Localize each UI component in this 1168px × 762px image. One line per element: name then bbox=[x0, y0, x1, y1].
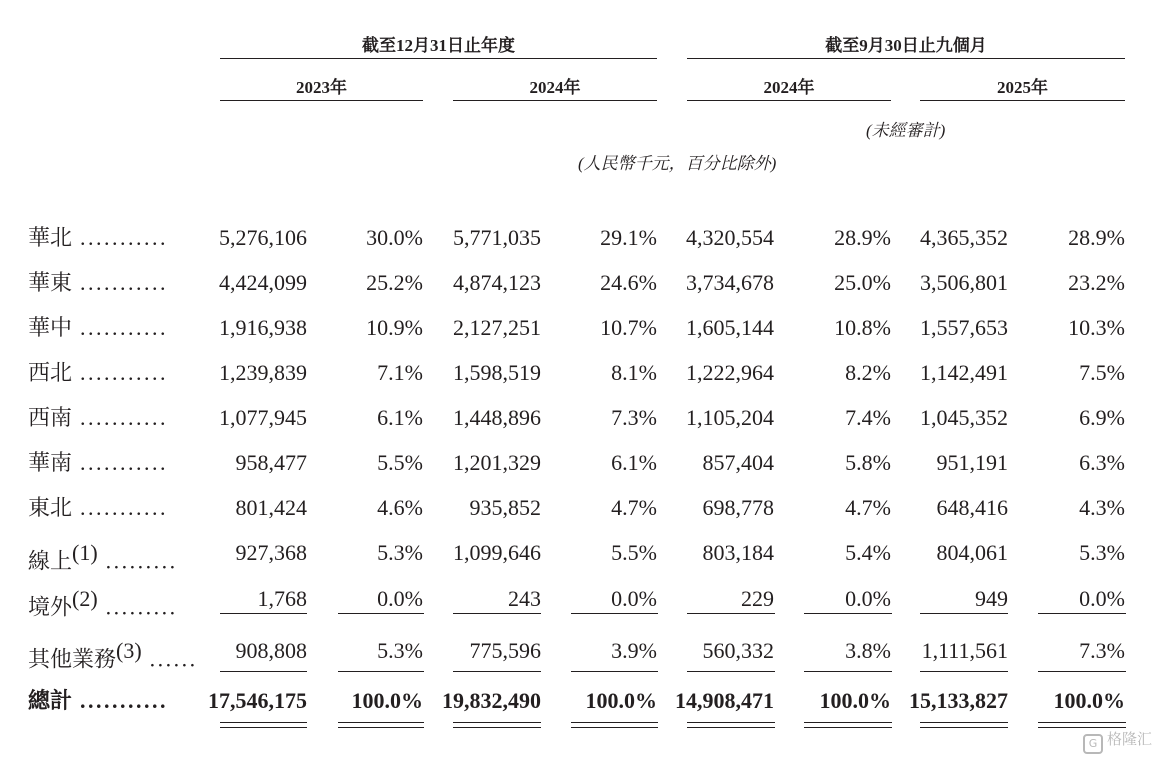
amount-cell: 1,605,144 bbox=[686, 315, 774, 340]
leader-dots: ......... bbox=[97, 594, 178, 620]
group-title-annual: 截至12月31日止年度 bbox=[362, 36, 515, 55]
cell-rule bbox=[220, 722, 307, 723]
amount-cell: 1,142,491 bbox=[920, 360, 1008, 385]
percent-cell: 3.8% bbox=[845, 638, 891, 663]
amount-cell: 949 bbox=[975, 586, 1008, 611]
percent-cell: 23.2% bbox=[1068, 270, 1125, 295]
row-label bbox=[28, 223, 168, 253]
percent-cell: 0.0% bbox=[611, 586, 657, 611]
row-label bbox=[28, 493, 168, 523]
amount-cell: 1,916,938 bbox=[219, 315, 307, 340]
cell-rule bbox=[338, 727, 424, 728]
year-rule bbox=[687, 100, 891, 101]
percent-cell: 7.4% bbox=[845, 405, 891, 430]
table-row bbox=[0, 403, 1168, 433]
table-row bbox=[0, 538, 1168, 574]
row-label bbox=[28, 636, 198, 674]
cell-rule bbox=[453, 671, 541, 672]
cell-rule bbox=[220, 671, 307, 672]
cell-rule bbox=[687, 613, 775, 614]
table-row bbox=[0, 223, 1168, 253]
table-row bbox=[0, 584, 1168, 620]
amount-cell: 3,506,801 bbox=[920, 270, 1008, 295]
cell-rule bbox=[571, 727, 658, 728]
leader-dots: ...... bbox=[141, 646, 198, 672]
amount-cell: 1,201,329 bbox=[453, 450, 541, 475]
percent-cell: 6.1% bbox=[611, 450, 657, 475]
cell-rule bbox=[338, 613, 424, 614]
year-header: 2025年 bbox=[997, 78, 1048, 97]
table-row bbox=[0, 268, 1168, 298]
leader-dots: ........... bbox=[72, 315, 169, 340]
percent-cell: 3.9% bbox=[611, 638, 657, 663]
leader-dots: ........... bbox=[72, 405, 169, 430]
amount-cell: 4,874,123 bbox=[453, 270, 541, 295]
row-label-text: 華北 bbox=[28, 225, 73, 250]
percent-cell: 6.1% bbox=[377, 405, 423, 430]
amount-cell: 1,099,646 bbox=[453, 540, 541, 565]
leader-dots: ........... bbox=[72, 450, 169, 475]
row-label bbox=[28, 313, 168, 343]
percent-cell: 10.8% bbox=[834, 315, 891, 340]
percent-cell: 5.8% bbox=[845, 450, 891, 475]
percent-cell: 4.7% bbox=[611, 495, 657, 520]
percent-cell: 4.7% bbox=[845, 495, 891, 520]
cell-rule bbox=[920, 613, 1008, 614]
cell-rule bbox=[804, 613, 892, 614]
percent-cell: 25.2% bbox=[366, 270, 423, 295]
amount-cell: 15,133,827 bbox=[909, 688, 1008, 713]
amount-cell: 4,320,554 bbox=[686, 225, 774, 250]
amount-cell: 927,368 bbox=[235, 540, 307, 565]
year-header: 2024年 bbox=[529, 78, 581, 97]
row-label-text: 總計 bbox=[28, 688, 73, 713]
percent-cell: 7.1% bbox=[377, 360, 423, 385]
percent-cell: 10.9% bbox=[366, 315, 423, 340]
row-label-text: 線上 bbox=[28, 548, 73, 574]
row-label-text: 華東 bbox=[28, 270, 73, 295]
percent-cell: 5.3% bbox=[377, 638, 423, 663]
group-rule-nine-months bbox=[687, 58, 1125, 59]
cell-rule bbox=[338, 671, 424, 672]
year-rule bbox=[220, 100, 423, 101]
year-rule bbox=[453, 100, 657, 101]
percent-cell: 8.1% bbox=[611, 360, 657, 385]
amount-cell: 229 bbox=[741, 586, 774, 611]
table-row bbox=[0, 358, 1168, 388]
row-label-text: 西北 bbox=[28, 360, 73, 385]
cell-rule bbox=[687, 727, 775, 728]
amount-cell: 14,908,471 bbox=[675, 688, 774, 713]
percent-cell: 5.5% bbox=[611, 540, 657, 565]
leader-dots: ........... bbox=[72, 688, 169, 713]
row-label-text: 華南 bbox=[28, 450, 73, 475]
cell-rule bbox=[687, 671, 775, 672]
row-label-text: 其他業務 bbox=[28, 646, 117, 672]
amount-cell: 1,598,519 bbox=[453, 360, 541, 385]
footnote-marker: (1) bbox=[72, 540, 98, 565]
amount-cell: 1,557,653 bbox=[920, 315, 1008, 340]
percent-cell: 100.0% bbox=[585, 688, 657, 713]
percent-cell: 100.0% bbox=[351, 688, 423, 713]
amount-cell: 1,239,839 bbox=[219, 360, 307, 385]
percent-cell: 29.1% bbox=[600, 225, 657, 250]
year-header: 2023年 bbox=[296, 78, 347, 97]
cell-rule bbox=[804, 671, 892, 672]
amount-cell: 958,477 bbox=[235, 450, 307, 475]
cell-rule bbox=[804, 727, 892, 728]
amount-cell: 5,771,035 bbox=[453, 225, 541, 250]
amount-cell: 908,808 bbox=[235, 638, 307, 663]
percent-cell: 28.9% bbox=[834, 225, 891, 250]
unaudited-note: (未經審計) bbox=[866, 121, 946, 140]
cell-rule bbox=[920, 727, 1008, 728]
cell-rule bbox=[687, 722, 775, 723]
percent-cell: 7.5% bbox=[1079, 360, 1125, 385]
percent-cell: 6.9% bbox=[1079, 405, 1125, 430]
year-header: 2024年 bbox=[763, 78, 815, 97]
amount-cell: 243 bbox=[508, 586, 541, 611]
row-label bbox=[28, 403, 168, 433]
year-rule bbox=[920, 100, 1125, 101]
amount-cell: 5,276,106 bbox=[219, 225, 307, 250]
table-row bbox=[0, 448, 1168, 478]
leader-dots: ........... bbox=[72, 495, 169, 520]
leader-dots: ........... bbox=[72, 360, 169, 385]
percent-cell: 7.3% bbox=[1079, 638, 1125, 663]
row-label bbox=[28, 538, 178, 576]
amount-cell: 1,077,945 bbox=[219, 405, 307, 430]
table-row bbox=[0, 493, 1168, 523]
unit-note: (人民幣千元，百分比除外) bbox=[578, 154, 777, 173]
row-label bbox=[28, 584, 178, 622]
amount-cell: 1,105,204 bbox=[686, 405, 774, 430]
percent-cell: 7.3% bbox=[611, 405, 657, 430]
row-label bbox=[28, 268, 168, 298]
percent-cell: 25.0% bbox=[834, 270, 891, 295]
footnote-marker: (2) bbox=[72, 586, 98, 611]
cell-rule bbox=[220, 613, 307, 614]
amount-cell: 1,111,561 bbox=[921, 638, 1008, 663]
percent-cell: 5.3% bbox=[377, 540, 423, 565]
leader-dots: ........... bbox=[72, 270, 169, 295]
row-label-text: 華中 bbox=[28, 315, 73, 340]
row-label-text: 東北 bbox=[28, 495, 73, 520]
amount-cell: 935,852 bbox=[469, 495, 541, 520]
percent-cell: 10.7% bbox=[600, 315, 657, 340]
leader-dots: ......... bbox=[97, 548, 178, 574]
watermark bbox=[1083, 728, 1152, 754]
cell-rule bbox=[338, 722, 424, 723]
percent-cell: 6.3% bbox=[1079, 450, 1125, 475]
percent-cell: 0.0% bbox=[845, 586, 891, 611]
amount-cell: 698,778 bbox=[702, 495, 774, 520]
percent-cell: 100.0% bbox=[819, 688, 891, 713]
group-rule-annual bbox=[220, 58, 657, 59]
percent-cell: 5.5% bbox=[377, 450, 423, 475]
percent-cell: 0.0% bbox=[1079, 586, 1125, 611]
group-title-nine-months: 截至9月30日止九個月 bbox=[825, 36, 987, 55]
amount-cell: 775,596 bbox=[469, 638, 541, 663]
percent-cell: 28.9% bbox=[1068, 225, 1125, 250]
amount-cell: 648,416 bbox=[936, 495, 1008, 520]
amount-cell: 4,365,352 bbox=[920, 225, 1008, 250]
amount-cell: 3,734,678 bbox=[686, 270, 774, 295]
leader-dots: ........... bbox=[72, 225, 169, 250]
amount-cell: 857,404 bbox=[702, 450, 774, 475]
cell-rule bbox=[1038, 722, 1126, 723]
amount-cell: 19,832,490 bbox=[442, 688, 541, 713]
total-row bbox=[0, 686, 1168, 716]
cell-rule bbox=[453, 727, 541, 728]
percent-cell: 4.3% bbox=[1079, 495, 1125, 520]
percent-cell: 100.0% bbox=[1053, 688, 1125, 713]
cell-rule bbox=[453, 613, 541, 614]
footnote-marker: (3) bbox=[116, 638, 142, 663]
amount-cell: 1,045,352 bbox=[920, 405, 1008, 430]
percent-cell: 8.2% bbox=[845, 360, 891, 385]
row-label-text: 境外 bbox=[28, 594, 73, 620]
cell-rule bbox=[571, 722, 658, 723]
row-label bbox=[28, 686, 168, 716]
row-label bbox=[28, 358, 168, 388]
cell-rule bbox=[220, 727, 307, 728]
table-row bbox=[0, 313, 1168, 343]
amount-cell: 951,191 bbox=[936, 450, 1008, 475]
amount-cell: 4,424,099 bbox=[219, 270, 307, 295]
percent-cell: 4.6% bbox=[377, 495, 423, 520]
percent-cell: 5.4% bbox=[845, 540, 891, 565]
cell-rule bbox=[571, 671, 658, 672]
row-label-text: 西南 bbox=[28, 405, 73, 430]
cell-rule bbox=[453, 722, 541, 723]
cell-rule bbox=[920, 671, 1008, 672]
amount-cell: 1,768 bbox=[257, 586, 307, 611]
percent-cell: 10.3% bbox=[1068, 315, 1125, 340]
watermark-logo-icon: G bbox=[1083, 734, 1103, 754]
percent-cell: 0.0% bbox=[377, 586, 423, 611]
cell-rule bbox=[804, 722, 892, 723]
amount-cell: 1,448,896 bbox=[453, 405, 541, 430]
amount-cell: 801,424 bbox=[235, 495, 307, 520]
percent-cell: 24.6% bbox=[600, 270, 657, 295]
cell-rule bbox=[1038, 671, 1126, 672]
percent-cell: 5.3% bbox=[1079, 540, 1125, 565]
cell-rule bbox=[920, 722, 1008, 723]
watermark-text: 格隆汇 bbox=[1106, 730, 1152, 748]
amount-cell: 803,184 bbox=[702, 540, 774, 565]
percent-cell: 30.0% bbox=[366, 225, 423, 250]
row-label bbox=[28, 448, 168, 478]
amount-cell: 1,222,964 bbox=[686, 360, 774, 385]
table-row bbox=[0, 636, 1168, 672]
cell-rule bbox=[1038, 613, 1126, 614]
amount-cell: 17,546,175 bbox=[208, 688, 307, 713]
amount-cell: 2,127,251 bbox=[453, 315, 541, 340]
cell-rule bbox=[571, 613, 658, 614]
amount-cell: 560,332 bbox=[702, 638, 774, 663]
amount-cell: 804,061 bbox=[936, 540, 1008, 565]
